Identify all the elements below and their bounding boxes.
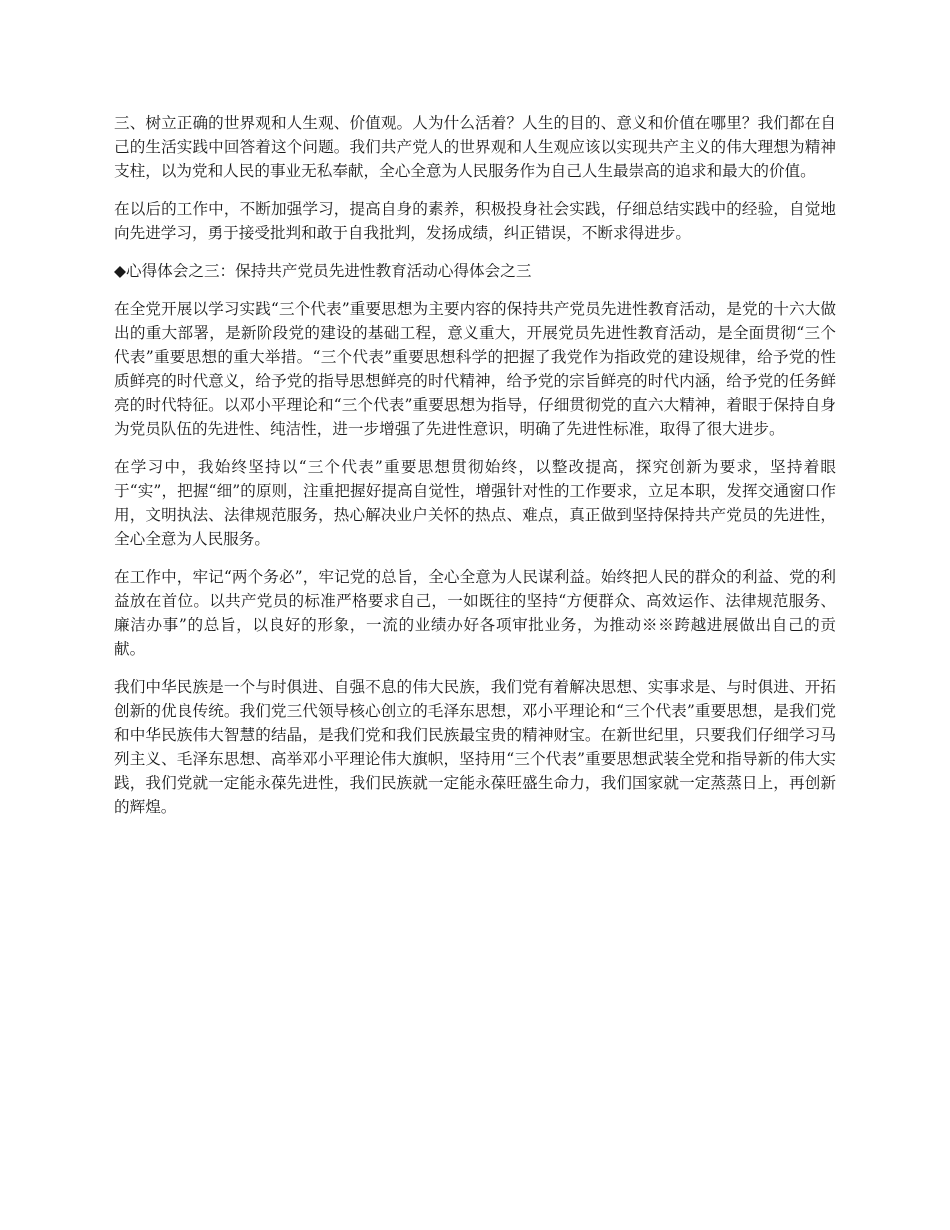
paragraph-worldview: 三、树立正确的世界观和人生观、价值观。人为什么活着？人生的目的、意义和价值在哪里？我们都在自己的生活实践中回答着这个问题。我们共产党人的世界观和人生观应该以实现共产主义的伟大理想为精神支柱，以为党和人民的事业无私奉献，全心全意为人民服务作为自己人生最崇高的追求和最大的价值。	[114, 114, 836, 180]
paragraph-work: 在工作中，牢记“两个务必”，牢记党的总旨，全心全意为人民谋利益。始终把人民的群众的利益、党的利益放在首位。以共产党员的标准严格要求自己，一如既往的坚持“方便群众、高效运作、法律规范服务、廉洁办事”的总旨，以良好的形象，一流的业绩办好各项审批业务，为推动※※跨越进展做出自己的贡献。	[114, 568, 836, 658]
section-heading: ◆心得体会之三：保持共产党员先进性教育活动心得体会之三	[114, 262, 532, 280]
paragraph-education-activity: 在全党开展以学习实践“三个代表”重要思想为主要内容的保持共产党员先进性教育活动，是党的十六大做出的重大部署，是新阶段党的建设的基础工程，意义重大，开展党员先进性教育活动，是全面贯彻“三个代表”重要思想的重大举措。“三个代表”重要思想科学的把握了我党作为指政党的建设规律，给予党的性质鲜亮的时代意义，给予党的指导思想鲜亮的时代精神，给予党的宗旨鲜亮的时代内涵，给予党的任务鲜亮的时代特征。以邓小平理论和“三个代表”重要思想为指导，仔细贯彻党的直六大精神，着眼于保持自身为党员队伍的先进性、纯洁性，进一步增强了先进性意识，明确了先进性标准，取得了很大进步。	[114, 300, 836, 438]
paragraph-nation: 我们中华民族是一个与时俱进、自强不息的伟大民族，我们党有着解决思想、实事求是、与时俱进、开拓创新的优良传统。我们党三代领导核心创立的毛泽东思想，邓小平理论和“三个代表”重要思想，是我们党和中华民族伟大智慧的结晶，是我们党和我们民族最宝贵的精神财宝。在新世纪里，只要我们仔细学习马列主义、毛泽东思想、高举邓小平理论伟大旗帜，坚持用“三个代表”重要思想武装全党和指导新的伟大实践，我们党就一定能永葆先进性，我们民族就一定能永葆旺盛生命力，我们国家就一定蒸蒸日上，再创新的辉煌。	[114, 678, 836, 816]
paragraph-study: 在学习中，我始终坚持以“三个代表”重要思想贯彻始终，以整改提高，探究创新为要求，坚持着眼于“实”，把握“细”的原则，注重把握好提高自觉性，增强针对性的工作要求，立足本职，发挥交通窗口作用，文明执法、法律规范服务，热心解决业户关怀的热点、难点，真正做到坚持保持共产党员的先进性，全心全意为人民服务。	[114, 458, 836, 548]
paragraph-future-work: 在以后的工作中，不断加强学习，提高自身的素养，积极投身社会实践，仔细总结实践中的经验，自觉地向先进学习，勇于接受批判和敢于自我批判，发扬成绩，纠正错误，不断求得进步。	[114, 200, 836, 242]
